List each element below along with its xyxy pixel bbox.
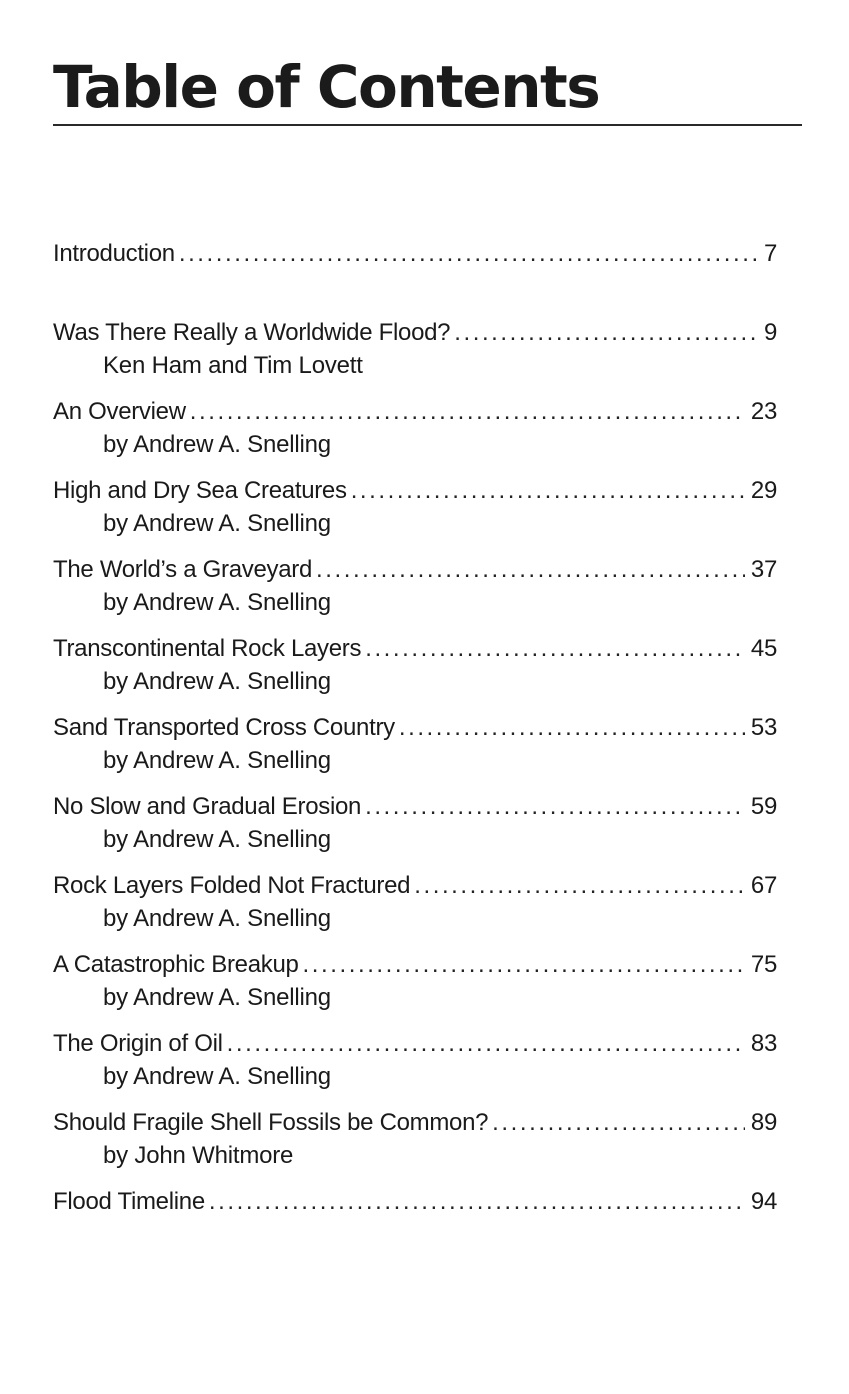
toc-entry-title: Rock Layers Folded Not Fractured [53, 872, 411, 899]
toc-entry-title: Sand Transported Cross Country [53, 714, 395, 741]
toc-page-number: 23 [750, 398, 777, 425]
dot-leader [179, 236, 758, 271]
toc-entry-author: by Andrew A. Snelling [103, 826, 331, 853]
dot-leader [399, 710, 745, 745]
dot-leader [414, 868, 745, 903]
toc-page-number: 67 [750, 872, 777, 899]
toc-entry-title: An Overview [53, 398, 186, 425]
toc-entry [53, 1026, 777, 1105]
dot-leader [492, 1105, 745, 1140]
dot-leader [351, 473, 745, 508]
toc-entry [53, 710, 777, 789]
toc-entry [53, 1184, 777, 1263]
dot-leader [190, 394, 745, 429]
toc-entry [53, 236, 777, 315]
toc-entry-line [53, 394, 777, 429]
toc-entry [53, 552, 777, 631]
toc-page-number: 83 [750, 1030, 777, 1057]
toc-page-number: 9 [763, 319, 777, 346]
dot-leader [365, 789, 745, 824]
toc-entry-author: by Andrew A. Snelling [103, 431, 331, 458]
toc-entry-title: The Origin of Oil [53, 1030, 223, 1057]
toc-entry-author: by Andrew A. Snelling [103, 747, 331, 774]
toc-entry-title: No Slow and Gradual Erosion [53, 793, 362, 820]
toc-entry-author: by John Whitmore [103, 1142, 294, 1169]
toc-entry-title: Should Fragile Shell Fossils be Common? [53, 1109, 489, 1136]
dot-leader [365, 631, 745, 666]
toc-entry [53, 1105, 777, 1184]
toc-entry-author: by Andrew A. Snelling [103, 1063, 331, 1090]
toc-entry-title: Flood Timeline [53, 1188, 205, 1215]
toc-entry-line [53, 947, 777, 982]
toc-entry-line [53, 236, 777, 271]
toc-page-number: 29 [750, 477, 777, 504]
toc-entry [53, 315, 777, 394]
toc-entry-author: by Andrew A. Snelling [103, 668, 331, 695]
toc-entry [53, 789, 777, 868]
toc-entry-title: Was There Really a Worldwide Flood? [53, 319, 451, 346]
toc-entry-author: by Andrew A. Snelling [103, 510, 331, 537]
toc-page-number: 7 [763, 240, 777, 267]
title-rule [53, 124, 802, 126]
toc-entry-line [53, 789, 777, 824]
toc-entry-title: The World’s a Graveyard [53, 556, 312, 583]
toc-entry-line [53, 710, 777, 745]
toc-entry [53, 947, 777, 1026]
toc-entry-line [53, 552, 777, 587]
dot-leader [209, 1184, 745, 1219]
toc-page-number: 59 [750, 793, 777, 820]
table-of-contents [53, 236, 777, 1263]
toc-entry [53, 631, 777, 710]
toc-entry-title: High and Dry Sea Creatures [53, 477, 347, 504]
toc-entry-line [53, 315, 777, 350]
dot-leader [316, 552, 745, 587]
toc-entry [53, 394, 777, 473]
dot-leader [227, 1026, 745, 1061]
toc-page-number: 75 [750, 951, 777, 978]
toc-entry [53, 868, 777, 947]
toc-entry-line [53, 1184, 777, 1219]
toc-page-number: 94 [750, 1188, 777, 1215]
toc-page-number: 53 [750, 714, 777, 741]
toc-page-number: 37 [750, 556, 777, 583]
toc-entry-line [53, 631, 777, 666]
toc-entry-line [53, 473, 777, 508]
toc-entry-title: Transcontinental Rock Layers [53, 635, 362, 662]
toc-entry [53, 473, 777, 552]
toc-entry-title: A Catastrophic Breakup [53, 951, 299, 978]
toc-entry-line [53, 1105, 777, 1140]
dot-leader [303, 947, 745, 982]
toc-entry-author: by Andrew A. Snelling [103, 589, 331, 616]
toc-entry-line [53, 868, 777, 903]
toc-entry-line [53, 1026, 777, 1061]
toc-entry-title: Introduction [53, 240, 175, 267]
toc-entry-author: by Andrew A. Snelling [103, 984, 331, 1011]
page-title: Table of Contents [53, 53, 600, 121]
dot-leader [454, 315, 758, 350]
toc-page-number: 89 [750, 1109, 777, 1136]
toc-entry-author: Ken Ham and Tim Lovett [103, 352, 363, 379]
toc-page-number: 45 [750, 635, 777, 662]
toc-entry-author: by Andrew A. Snelling [103, 905, 331, 932]
